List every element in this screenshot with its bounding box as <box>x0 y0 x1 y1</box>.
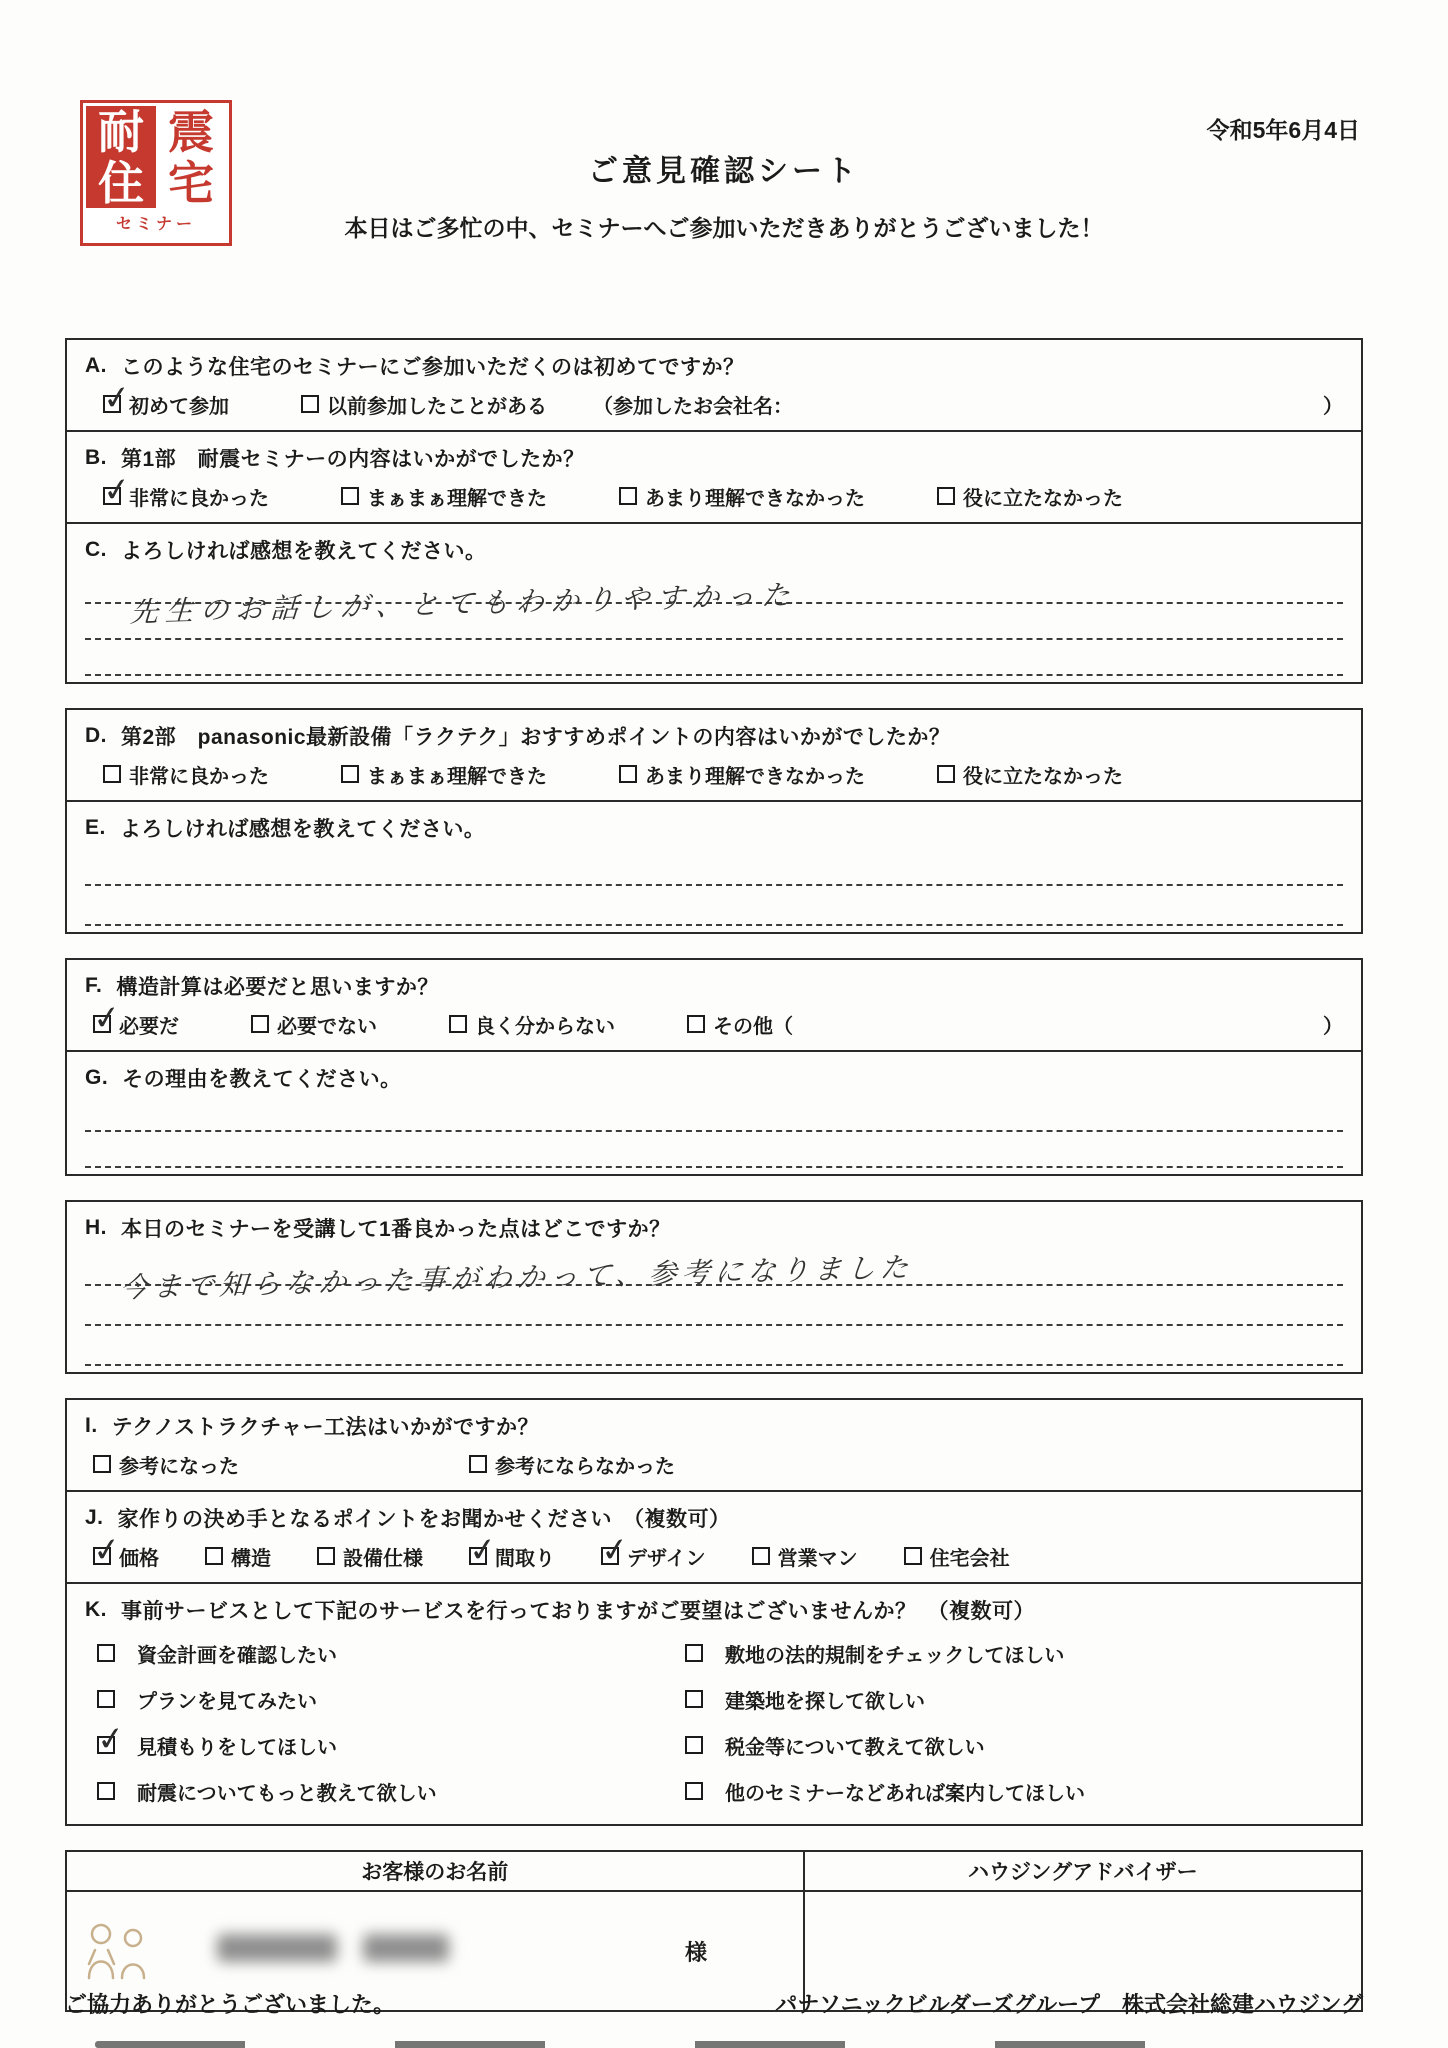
option-label: デザイン <box>627 1547 706 1570</box>
handwritten-answer-h: 今まで知らなかった事がわかって、参考になりました <box>119 1250 915 1305</box>
option-financial-plan <box>85 1639 685 1668</box>
question-f-text: 構造計算は必要だと思いますか？ <box>116 976 439 999</box>
section-b <box>67 430 1361 522</box>
k-row <box>85 1718 1343 1768</box>
option-label: 構造 <box>231 1547 271 1570</box>
question-c-id: C. <box>85 538 107 561</box>
write-line <box>85 886 1343 926</box>
checkbox-j-floorplan[interactable] <box>467 1529 499 1570</box>
option-label: 他のセミナーなどあれば案内してほしい <box>725 1782 1085 1805</box>
option-label: 営業マン <box>777 1547 858 1570</box>
question-b <box>85 440 1343 476</box>
question-h-text: 本日のセミナーを受講して1番良かった点はどこですか？ <box>121 1218 671 1241</box>
section-group-ijk <box>65 1398 1363 1826</box>
company-name-close: ） <box>1323 395 1343 418</box>
checkbox-j-equipment[interactable] <box>317 1547 335 1565</box>
option-mostly-understood <box>341 760 547 789</box>
company-name: パナソニックビルダーズグループ 株式会社総建ハウジング <box>775 1992 1363 2017</box>
customer-name-redacted <box>217 1934 449 1962</box>
free-text-area-g <box>85 1096 1343 1168</box>
option-label: 役に立たなかった <box>963 765 1123 788</box>
other-close: ） <box>1323 1015 1343 1038</box>
option-salesman <box>752 1542 858 1571</box>
write-line <box>85 640 1343 676</box>
advisor-column <box>805 1852 1361 2010</box>
question-i-text: テクノストラクチャー工法はいかがですか？ <box>111 1416 539 1439</box>
question-a-id: A. <box>85 354 107 377</box>
option-not-useful <box>937 760 1123 789</box>
logo-char: 震 <box>156 106 226 157</box>
check-mark: ✓ <box>467 1529 499 1570</box>
k-row <box>85 1630 1343 1676</box>
section-e <box>67 800 1361 932</box>
checkbox-k-financial-plan[interactable] <box>97 1644 115 1662</box>
check-mark: ✓ <box>599 1529 631 1570</box>
option-estimate <box>85 1718 685 1760</box>
question-e-id: E. <box>85 816 106 839</box>
question-f <box>85 968 1343 1004</box>
honorific: 様 <box>685 1940 708 1965</box>
option-label: 非常に良かった <box>129 487 269 510</box>
option-mostly-understood <box>341 482 547 511</box>
option-not-helpful <box>469 1450 675 1479</box>
question-a-text: このような住宅のセミナーにご参加いただくのは初めてですか？ <box>121 356 745 379</box>
option-label: 建築地を探して欲しい <box>725 1690 925 1713</box>
option-very-good <box>103 760 269 789</box>
options-j <box>85 1529 1343 1576</box>
option-first-time <box>101 377 229 419</box>
section-f <box>67 960 1361 1050</box>
option-label: 以前参加したことがある <box>327 395 547 418</box>
options-a <box>85 377 1343 424</box>
logo-char: 宅 <box>156 157 226 208</box>
option-label: 必要だ <box>119 1015 179 1038</box>
question-d <box>85 718 1343 754</box>
checkbox-k-estimate[interactable] <box>95 1718 127 1759</box>
option-label: 設備仕様 <box>343 1547 423 1570</box>
free-text-area-c <box>85 568 1343 676</box>
checkbox-b-not-understood[interactable] <box>619 487 637 505</box>
redaction-blob <box>363 1934 449 1962</box>
checkbox-j-design[interactable] <box>599 1529 631 1570</box>
section-c <box>67 522 1361 682</box>
option-label: プランを見てみたい <box>137 1690 317 1713</box>
option-label: 税金等について教えて欲しい <box>725 1736 985 1759</box>
option-label: 資金計画を確認したい <box>137 1644 337 1667</box>
checkbox-k-legal-check[interactable] <box>685 1644 703 1662</box>
check-mark: ✓ <box>101 377 133 418</box>
question-j-text: 家作りの決め手となるポイントをお聞かせください （複数可） <box>117 1508 731 1531</box>
question-j-id: J. <box>85 1506 104 1529</box>
k-row <box>85 1676 1343 1722</box>
logo-char: 住 <box>86 157 156 208</box>
checkbox-j-salesman[interactable] <box>752 1547 770 1565</box>
checkbox-d-very-good[interactable] <box>103 765 121 783</box>
couple-illustration <box>81 1920 157 1982</box>
checkbox-k-see-plan[interactable] <box>97 1690 115 1708</box>
checkbox-d-not-understood[interactable] <box>619 765 637 783</box>
check-mark: ✓ <box>91 1529 123 1570</box>
question-k-text: 事前サービスとして下記のサービスを行っておりますがご要望はございませんか？ （複数可） <box>121 1600 1035 1623</box>
question-g-text: その理由を教えてください。 <box>122 1068 402 1091</box>
handwritten-answer-c: 先生のお話しが、とてもわかりやすかった <box>129 578 798 629</box>
checkbox-k-more-seismic-info[interactable] <box>97 1782 115 1800</box>
checkbox-f-not-necessary[interactable] <box>251 1015 269 1033</box>
check-mark: ✓ <box>101 469 133 510</box>
question-k-id: K. <box>85 1598 107 1621</box>
option-not-necessary <box>251 1010 377 1039</box>
checkbox-first-time[interactable] <box>101 377 133 418</box>
checkbox-j-housing-company[interactable] <box>904 1547 922 1565</box>
section-group-h <box>65 1200 1363 1374</box>
question-e-text: よろしければ感想を教えてください。 <box>119 818 486 841</box>
options-f <box>85 997 1343 1044</box>
option-other <box>687 1010 793 1039</box>
option-label: 必要でない <box>277 1015 377 1038</box>
option-label: 初めて参加 <box>129 395 229 418</box>
option-find-land <box>685 1685 925 1714</box>
thanks-text: ご協力ありがとうございました。 <box>65 1992 396 2017</box>
free-text-area-e <box>85 846 1343 926</box>
question-i <box>85 1408 1343 1444</box>
option-necessary <box>91 997 179 1039</box>
checkbox-f-not-sure[interactable] <box>449 1015 467 1033</box>
checkbox-b-very-good[interactable] <box>101 469 133 510</box>
greeting-text: 本日はご多忙の中、セミナーへご参加いただきありがとうございました！ <box>344 215 1104 241</box>
question-i-id: I. <box>85 1414 98 1437</box>
checkbox-k-taxes[interactable] <box>685 1736 703 1754</box>
write-line <box>85 846 1343 886</box>
section-group-abc <box>65 338 1363 684</box>
option-label: 役に立たなかった <box>963 487 1123 510</box>
question-h-id: H. <box>85 1216 107 1239</box>
page-footer <box>65 1988 1363 2019</box>
logo-char: 耐 <box>86 106 156 157</box>
question-k <box>85 1592 1343 1628</box>
options-d <box>85 754 1343 794</box>
question-e <box>85 810 1343 846</box>
option-taxes <box>685 1731 985 1760</box>
options-b <box>85 469 1343 516</box>
option-label: 良く分からない <box>475 1015 615 1038</box>
option-floorplan <box>467 1529 555 1571</box>
section-a <box>67 340 1361 430</box>
checkbox-b-mostly[interactable] <box>341 487 359 505</box>
advisor-header: ハウジングアドバイザー <box>805 1852 1361 1892</box>
option-attended-before <box>301 390 547 419</box>
option-label: 参考にならなかった <box>495 1455 675 1478</box>
option-housing-company <box>904 1542 1010 1571</box>
question-c <box>85 532 1343 568</box>
question-b-text: 第1部 耐震セミナーの内容はいかがでしたか？ <box>121 448 585 471</box>
option-structure <box>205 1542 271 1571</box>
checkbox-d-not-useful[interactable] <box>937 765 955 783</box>
question-g <box>85 1060 1343 1096</box>
company-name-prompt: （参加したお会社名： <box>593 395 793 418</box>
question-b-id: B. <box>85 446 107 469</box>
option-label: 敷地の法的規制をチェックしてほしい <box>725 1644 1065 1667</box>
option-label: 見積もりをしてほしい <box>137 1736 337 1759</box>
option-label: 間取り <box>495 1547 555 1570</box>
option-label: 価格 <box>119 1547 159 1570</box>
customer-name-column <box>67 1852 805 2010</box>
option-other-seminars <box>685 1777 1085 1806</box>
checkbox-i-not-helpful[interactable] <box>469 1455 487 1473</box>
option-very-good <box>101 469 269 511</box>
question-d-id: D. <box>85 724 107 747</box>
option-label: 非常に良かった <box>129 765 269 788</box>
checkbox-b-not-useful[interactable] <box>937 487 955 505</box>
section-k-rows <box>67 1628 1361 1824</box>
option-more-seismic-info <box>85 1777 685 1806</box>
option-not-understood <box>619 760 865 789</box>
option-label: あまり理解できなかった <box>645 487 865 510</box>
option-label: まぁまぁ理解できた <box>367 487 547 510</box>
checkbox-attended-before[interactable] <box>301 395 319 413</box>
option-equipment <box>317 1542 423 1571</box>
checkbox-d-mostly[interactable] <box>341 765 359 783</box>
section-group-fg <box>65 958 1363 1176</box>
question-j <box>85 1500 1343 1536</box>
customer-name-header: お客様のお名前 <box>67 1852 803 1892</box>
option-label: その他（ <box>713 1015 793 1038</box>
check-mark: ✓ <box>91 997 123 1038</box>
write-line <box>85 1096 1343 1132</box>
document-date: 令和5年6月4日 <box>1206 117 1360 143</box>
option-label: あまり理解できなかった <box>645 765 865 788</box>
option-not-understood <box>619 482 865 511</box>
option-label: まぁまぁ理解できた <box>367 765 547 788</box>
page-title: ご意見確認シート <box>588 155 860 188</box>
redaction-blob <box>217 1934 337 1962</box>
checkbox-k-other-seminars[interactable] <box>685 1782 703 1800</box>
section-k <box>67 1582 1361 1628</box>
option-label: 参考になった <box>119 1455 239 1478</box>
scan-edge-artifact <box>95 2041 1155 2048</box>
free-text-area-h <box>85 1246 1343 1366</box>
section-g <box>67 1050 1361 1174</box>
question-g-id: G. <box>85 1066 109 1089</box>
section-j <box>67 1490 1361 1582</box>
checkbox-f-necessary[interactable] <box>91 997 123 1038</box>
checkbox-f-other[interactable] <box>687 1015 705 1033</box>
section-d <box>67 710 1361 800</box>
question-c-text: よろしければ感想を教えてください。 <box>121 540 487 563</box>
checkbox-j-structure[interactable] <box>205 1547 223 1565</box>
checkbox-j-price[interactable] <box>91 1529 123 1570</box>
k-row <box>85 1768 1343 1814</box>
checkbox-k-find-land[interactable] <box>685 1690 703 1708</box>
option-not-sure <box>449 1010 615 1039</box>
option-price <box>91 1529 159 1571</box>
question-a <box>85 348 1343 384</box>
section-group-de <box>65 708 1363 934</box>
question-h <box>85 1210 1343 1246</box>
option-see-plan <box>85 1685 685 1714</box>
form-body <box>65 338 1363 2012</box>
option-legal-check <box>685 1639 1064 1668</box>
question-f-id: F. <box>85 974 103 997</box>
checkbox-i-helpful[interactable] <box>93 1455 111 1473</box>
options-i <box>85 1444 1343 1484</box>
write-line <box>85 1132 1343 1168</box>
option-label: 耐震についてもっと教えて欲しい <box>137 1782 437 1805</box>
option-label: 住宅会社 <box>929 1547 1010 1570</box>
option-helpful <box>93 1450 239 1479</box>
check-mark: ✓ <box>95 1718 127 1759</box>
logo-subtitle: セミナー <box>115 216 196 233</box>
section-h <box>67 1202 1361 1372</box>
option-design <box>599 1529 706 1571</box>
section-i <box>67 1400 1361 1490</box>
write-line <box>85 1326 1343 1366</box>
option-not-useful <box>937 482 1123 511</box>
question-d-text: 第2部 panasonic最新設備「ラクテク」おすすめポイントの内容はいかがでしたか？ <box>121 726 951 749</box>
